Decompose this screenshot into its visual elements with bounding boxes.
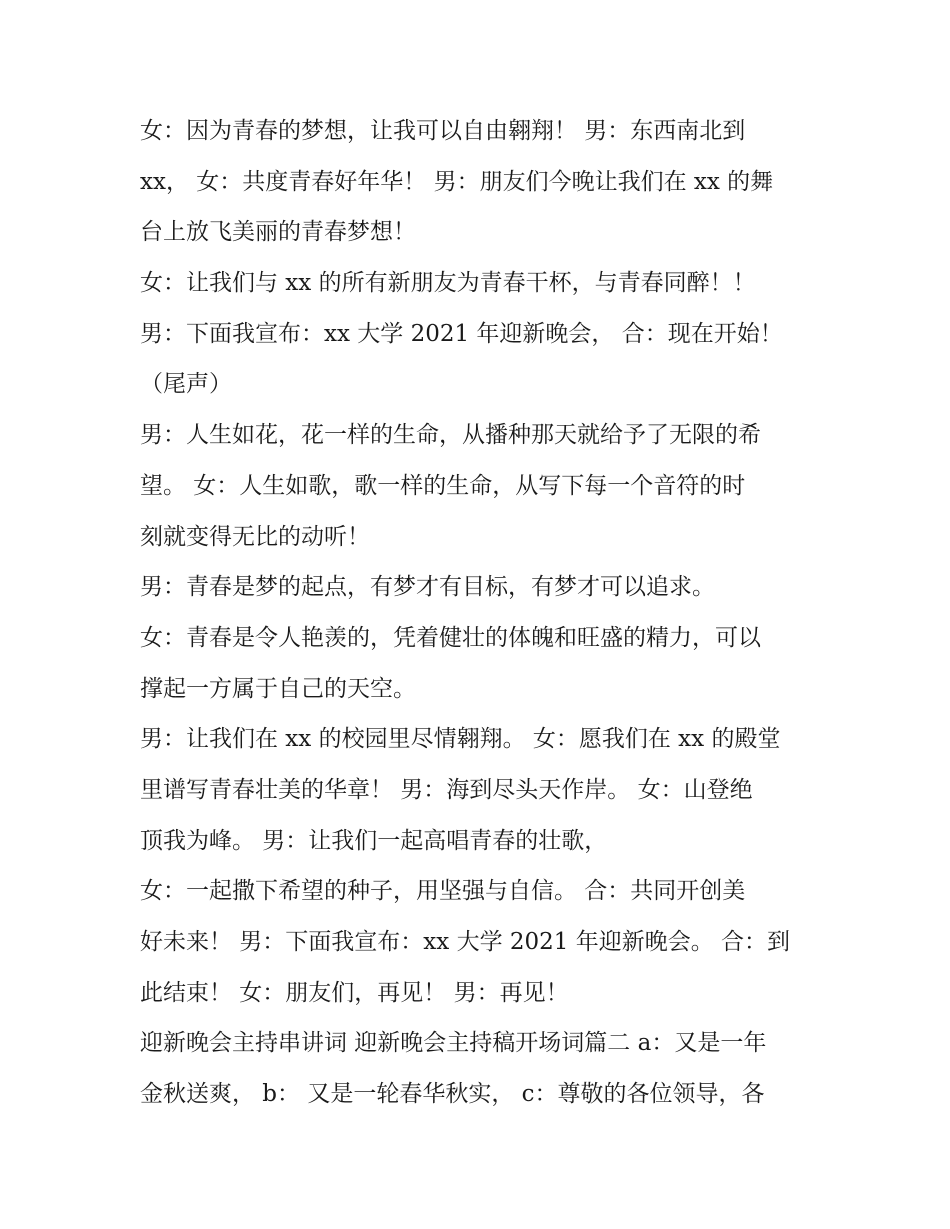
text-line: 迎新晚会主持串讲词 迎新晚会主持稿开场词篇二 a：又是一年 xyxy=(140,1030,767,1057)
text-line: 男：下面我宣布：xx 大学 2021 年迎新晚会， 合：现在开始！ xyxy=(140,320,783,347)
text-line: 女：青春是令人艳羡的，凭着健壮的体魄和旺盛的精力，可以 xyxy=(140,624,761,651)
text-line: 男：人生如花，花一样的生命，从播种那天就给予了无限的希 xyxy=(140,422,761,449)
text-line: 男：让我们在 xx 的校园里尽情翱翔。 女：愿我们在 xx 的殿堂 xyxy=(140,726,781,753)
text-line: （尾声） xyxy=(140,371,232,398)
text-line: 女：一起撒下希望的种子，用坚强与自信。 合：共同开创美 xyxy=(140,878,746,905)
text-line: 台上放飞美丽的青春梦想！ xyxy=(140,219,416,246)
text-line: 顶我为峰。 男：让我们一起高唱青春的壮歌， xyxy=(140,827,608,854)
text-line: 望。 女：人生如歌，歌一样的生命，从写下每一个音符的时 xyxy=(140,472,746,499)
text-line: 女：让我们与 xx 的所有新朋友为青春干杯，与青春同醉！！ xyxy=(140,270,756,297)
text-line: 刻就变得无比的动听！ xyxy=(140,523,370,550)
text-line: 里谱写青春壮美的华章！ 男：海到尽头天作岸。 女：山登绝 xyxy=(140,776,753,803)
text-line: xx， 女：共度青春好年华！ 男：朋友们今晚让我们在 xx 的舞 xyxy=(140,168,774,195)
text-line: 男：青春是梦的起点，有梦才有目标，有梦才可以追求。 xyxy=(140,574,715,601)
text-line: 金秋送爽， b： 又是一轮春华秋实， c：尊敬的各位领导，各 xyxy=(140,1081,765,1108)
text-line: 好未来！ 男：下面我宣布：xx 大学 2021 年迎新晚会。 合：到 xyxy=(140,929,791,955)
text-line: 此结束！ 女：朋友们，再见！ 男：再见！ xyxy=(140,979,569,1006)
text-line: 撑起一方属于自己的天空。 xyxy=(140,675,416,702)
text-line: 女：因为青春的梦想，让我可以自由翱翔！ 男：东西南北到 xyxy=(140,118,746,144)
document-body xyxy=(140,106,820,1120)
